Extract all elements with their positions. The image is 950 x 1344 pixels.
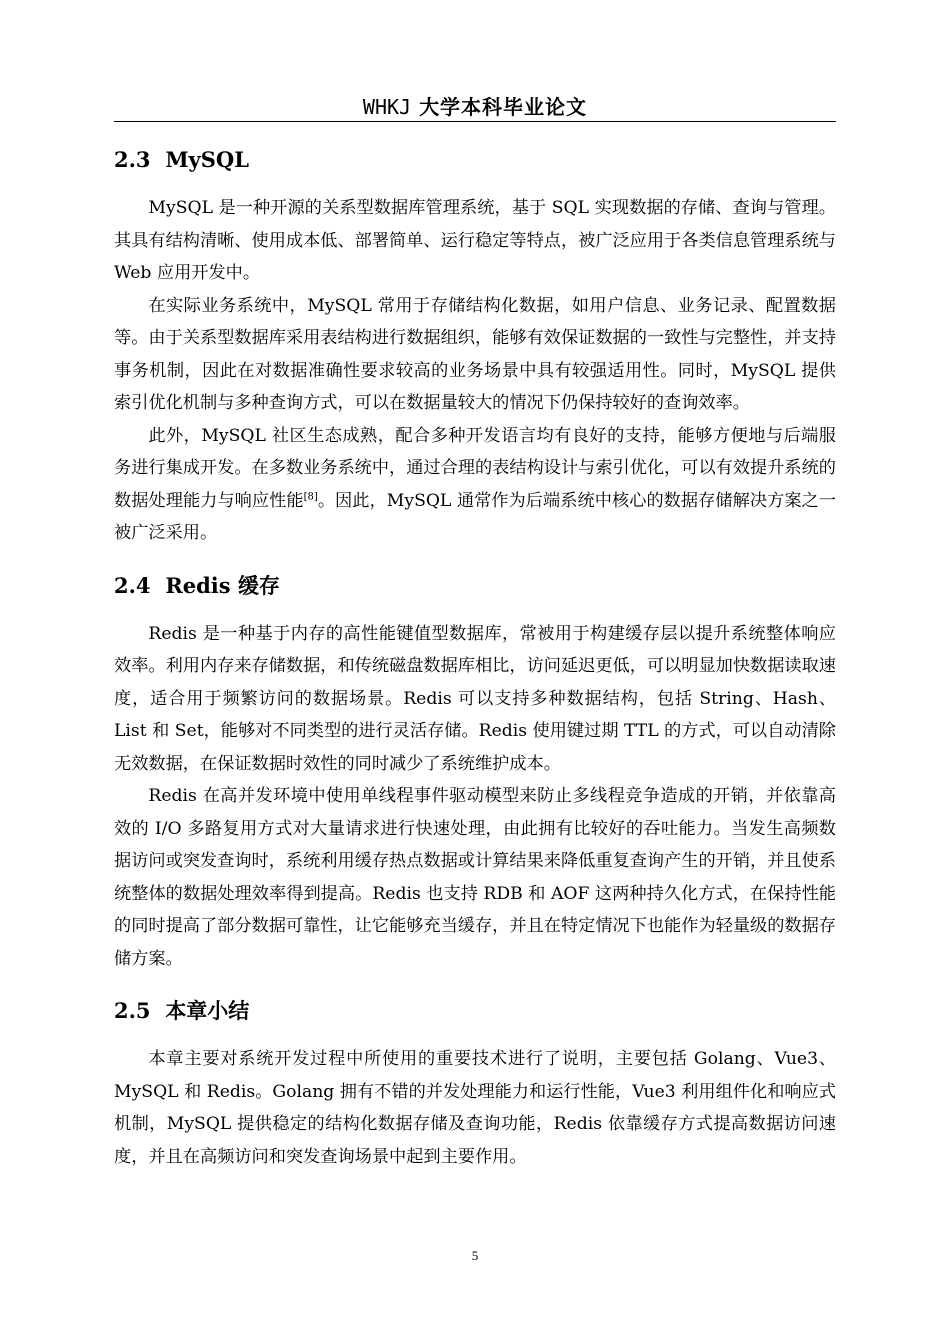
paragraph-text: 。因此，MySQL 通常作为后端系统中核心的数据存储解决方案之一被广泛采用。 [114, 490, 836, 543]
paragraph: Redis 在高并发环境中使用单线程事件驱动模型来防止多线程竞争造成的开销，并依靠高效的 I/O 多路复用方式对大量请求进行快速处理，由此拥有比较好的吞吐能力。当发生高频数据访问或突发查询时，系统利用缓存热点数据或计算结果来降低重复查询产生的开销，并且使系统整体的数据处理效率得到提高。Redis 也支持 RDB 和 AOF 这两种持久化方式，在保持性能的同时提高了部分数据可靠性，让它能够充当缓存，并且在特定情况下也能作为轻量级的数据存储方案。 [114, 786, 836, 969]
page-header [114, 94, 836, 120]
section-title: MySQL [165, 147, 249, 172]
section-heading-2-4 [114, 566, 836, 606]
section-title-latin: Redis [165, 572, 231, 598]
paragraph: Redis 是一种基于内存的高性能键值型数据库，常被用于构建缓存层以提升系统整体响应效率。利用内存来存储数据，和传统磁盘数据库相比，访问延迟更低，可以明显加快数据读取速度，适合用于频繁访问的数据场景。Redis 可以支持多种数据结构，包括 String、Hash、List 和 Set，能够对不同类型的进行灵活存储。Redis 使用键过期 TTL 的方式，可以自动清除无效数据，在保证数据时效性的同时减少了系统维护成本。 [114, 623, 836, 774]
section-number: 2.3 [114, 147, 151, 172]
page-content [114, 140, 836, 1173]
header-latin-text: WHKJ [362, 95, 412, 119]
page-number: 5 [471, 1248, 479, 1263]
paragraph: 在实际业务系统中，MySQL 常用于存储结构化数据，如用户信息、业务记录、配置数据等。由于关系型数据库采用表结构进行数据组织，能够有效保证数据的一致性与完整性，并支持事务机制，因此在对数据准确性要求较高的业务场景中具有较强适用性。同时，MySQL 提供索引优化机制与多种查询方式，可以在数据量较大的情况下仍保持较好的查询效率。 [114, 295, 836, 413]
paragraph: MySQL 是一种开源的关系型数据库管理系统，基于 SQL 实现数据的存储、查询与管理。其具有结构清晰、使用成本低、部署简单、运行稳定等特点，被广泛应用于各类信息管理系统与 Web 应用开发中。 [114, 198, 836, 283]
paragraph: 本章主要对系统开发过程中所使用的重要技术进行了说明，主要包括 Golang、Vue3、MySQL 和 Redis。Golang 拥有不错的并发处理能力和运行性能，Vue3 利用组件化和响应式机制，MySQL 提供稳定的结构化数据存储及查询功能，Redis 依靠缓存方式提高数据访问速度，并且在高频访问和突发查询场景中起到主要作用。 [114, 1049, 836, 1167]
section-heading-2-3 [114, 140, 836, 180]
section-heading-2-5 [114, 991, 836, 1031]
paragraph-with-citation [114, 420, 836, 550]
header-rule [114, 121, 836, 122]
paragraph-text: 此外，MySQL 社区生态成熟，配合多种开发语言均有良好的支持，能够方便地与后端服务进行集成开发。在多数业务系统中，通过合理的表结构设计与索引优化，可以有效提升系统的数据处理能力与响应性能 [114, 425, 836, 511]
citation-ref: [8] [303, 490, 318, 502]
section-title: 本章小结 [165, 999, 250, 1023]
section-number: 2.4 [114, 572, 151, 598]
section-title-cn: 缓存 [237, 573, 280, 598]
section-number: 2.5 [114, 998, 151, 1023]
header-title: 大学本科毕业论文 [419, 95, 588, 119]
